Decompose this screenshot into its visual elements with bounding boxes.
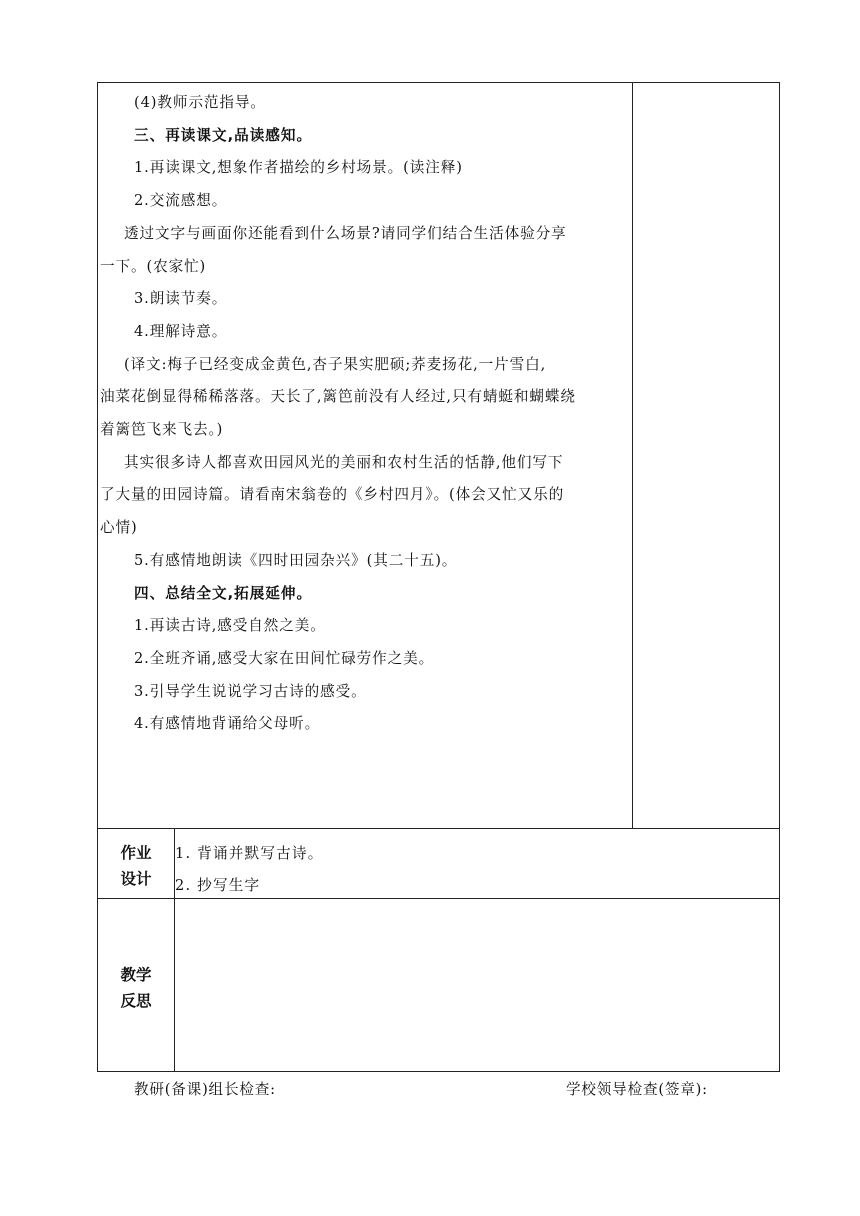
lesson-text-line: 2.交流感想。 [134,192,228,210]
label-column-divider [174,828,175,1071]
lesson-text-line: 着篱笆飞来飞去。) [100,421,224,438]
lesson-text-line: 1.再读古诗,感受自然之美。 [134,617,326,635]
lesson-text-line: 4.有感情地背诵给父母听。 [134,715,321,733]
lesson-plan-table [97,82,780,1072]
lesson-text-line: 了大量的田园诗篇。请看南宋翁卷的《乡村四月》。(体会又忙又乐的 [100,486,565,504]
reflection-label [98,962,174,1014]
lesson-text-line: 4.理解诗意。 [134,322,228,340]
homework-item-1: 1. 背诵并默写古诗。 [175,845,324,862]
homework-label-line1: 作业 [120,844,152,862]
lesson-text-line: 油菜花倒显得稀稀落落。天长了,篱笆前没有人经过,只有蜻蜓和蝴蝶绕 [100,388,576,406]
lesson-text-line: 透过文字与画面你还能看到什么场景?请同学们结合生活体验分享 [124,224,567,242]
lesson-text-line: 3.引导学生说说学习古诗的感受。 [134,682,367,700]
lesson-text-line: 2.全班齐诵,感受大家在田间忙碌劳作之美。 [134,649,435,667]
lesson-text-line: 5.有感情地朗读《四时田园杂兴》(其二十五)。 [134,551,458,569]
section-heading: 三、再读课文,品读感知。 [134,126,313,144]
homework-label [98,840,174,892]
lesson-text-line: (译文:梅子已经变成金黄色,杏子果实肥硕;荞麦扬花,一片雪白, [124,355,547,373]
lesson-text-line: (4)教师示范指导。 [134,94,266,111]
homework-label-line2: 设计 [120,870,152,888]
row-divider-homework [98,828,779,829]
reflection-label-line1: 教学 [120,966,152,984]
section-heading: 四、总结全文,拓展延伸。 [134,584,313,602]
teaching-process-cell [98,83,632,828]
row-divider-reflection [98,898,779,899]
reflection-label-line2: 反思 [120,992,152,1010]
lesson-text-line: 心情) [100,519,138,537]
lesson-text-line: 一下。(农家忙) [100,257,207,275]
homework-item-2: 2. 抄写生字 [175,877,261,894]
footer-school-leader-check: 学校领导检查(签章): [566,1081,708,1098]
lesson-text-line: 其实很多诗人都喜欢田园风光的美丽和农村生活的恬静,他们写下 [124,453,564,471]
footer-group-leader-check: 教研(备课)组长检查: [134,1081,276,1098]
lesson-text-line: 1.再读课文,想象作者描绘的乡村场景。(读注释) [134,159,463,177]
lesson-text-line: 3.朗读节奏。 [134,290,228,308]
